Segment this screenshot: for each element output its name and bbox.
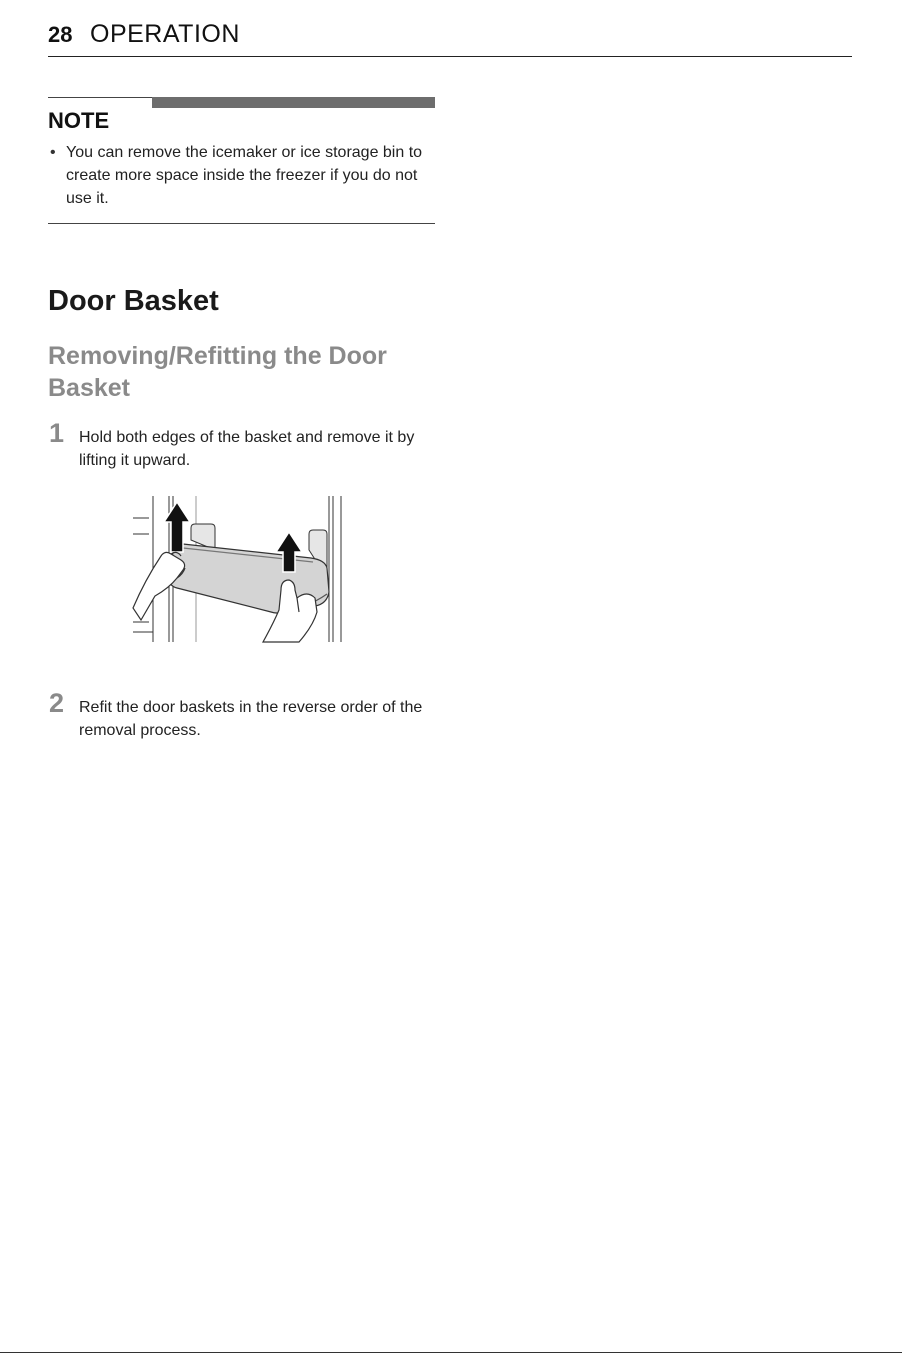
page-number: 28 bbox=[48, 22, 73, 47]
page-header bbox=[48, 20, 852, 57]
page-bottom-rule bbox=[0, 1352, 902, 1353]
section-title: OPERATION bbox=[90, 20, 240, 48]
door-frame-right bbox=[329, 496, 341, 642]
step-number: 1 bbox=[49, 418, 65, 448]
note-box bbox=[48, 97, 435, 224]
note-text: You can remove the icemaker or ice storage bin to create more space inside the freezer if you do not use it. bbox=[66, 144, 423, 207]
subsection-heading: Removing/Refitting the Door Basket bbox=[48, 342, 387, 402]
bullet-icon: • bbox=[50, 144, 56, 161]
door-basket-removal-illustration bbox=[131, 494, 347, 644]
step-text: Refit the door baskets in the reverse order of the removal process. bbox=[79, 699, 423, 739]
step-text: Hold both edges of the basket and remove it by lifting it upward. bbox=[79, 429, 415, 469]
note-title: NOTE bbox=[48, 108, 110, 133]
note-top-rule bbox=[48, 97, 152, 98]
step-number: 2 bbox=[49, 688, 65, 718]
section-heading: Door Basket bbox=[48, 285, 219, 317]
note-header-bar bbox=[152, 97, 435, 108]
